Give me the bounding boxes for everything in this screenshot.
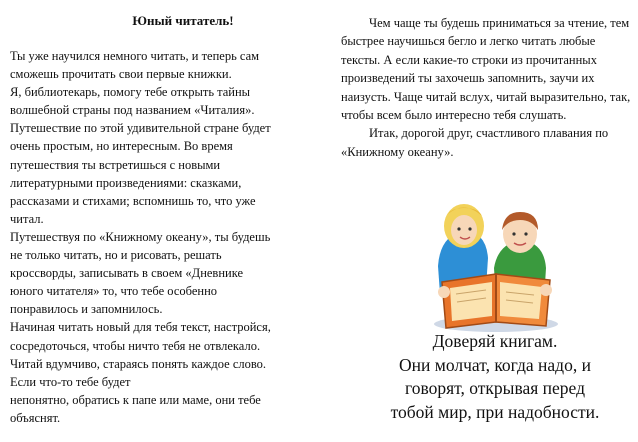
right-paragraph-1-text: Чем чаще ты будешь приниматься за чтение, тем быстрее научишься бегло и легко читать любые тексты. А если какие-то строки из прочитанных произведений ты захочешь запомнить, заучи их наизусть. Чаще читай вслух, читай выразительно, так, чтобы всем было интересно тебя слушать.: [341, 16, 631, 123]
book-quote: [360, 330, 630, 424]
intro-text: Ты уже научился немного читать, и теперь сам сможешь прочитать свои первые книжки. Я, библиотекарь, помогу тебе открыть тайны волшебной страны под названием «Читалия». Путешествие по этой удивительной стране будет очень простым, но интересным. Во время путешествия ты встретишься с новыми литературными произведениями: сказками, рассказами и стихами; вспомнишь то, что уже читал. Путешествуя по «Книжному океану», ты будешь не только читать, но и рисовать, решать кроссворды, записывать в своем «Дневнике юного читателя» то, что тебе особенно понравилось и запомнилось. Начиная читать новый для тебя текст, настройся, сосредоточься, чтобы ничто тебя не отвлекало. Читай вдумчиво, стараясь понять каждое слово. Если что-то тебе будет непонятно, обратись к папе или маме, они тебе объяснят.: [10, 49, 271, 425]
left-column: [10, 12, 328, 427]
right-column: [341, 14, 631, 161]
open-book-icon: [442, 274, 550, 328]
quote-text: Доверяй книгам. Они молчат, когда надо, и говорят, открывая перед тобой мир, при надобности.: [390, 331, 600, 422]
children-reading-illustration: [420, 196, 566, 334]
right-paragraph-2-text: Итак, дорогой друг, счастливого плавания по «Книжному океану».: [341, 126, 609, 159]
boy-hand-icon: [540, 284, 552, 296]
right-paragraph-1: [341, 14, 631, 124]
girl-hand-icon: [438, 286, 450, 298]
page-title: Юный читатель!: [132, 13, 234, 28]
right-paragraph-2: [341, 124, 631, 161]
